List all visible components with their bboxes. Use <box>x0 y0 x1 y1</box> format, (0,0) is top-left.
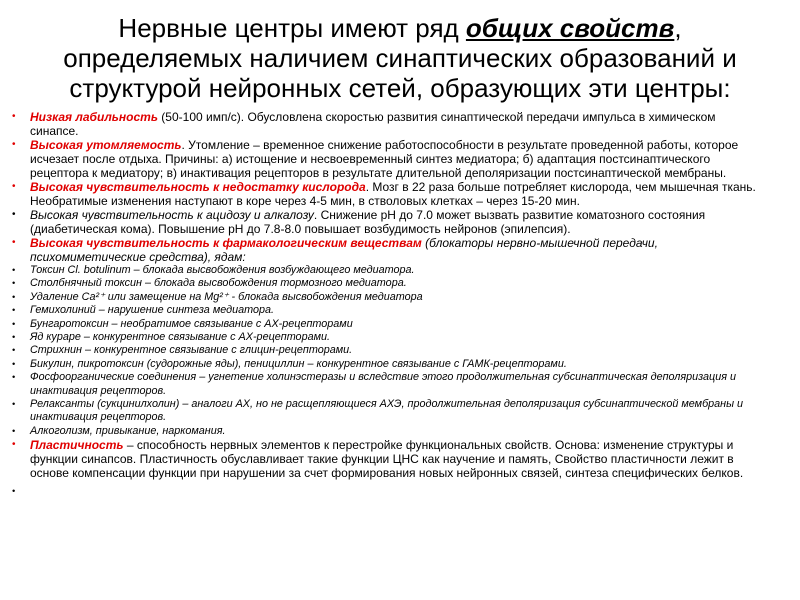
title-line <box>0 13 800 43</box>
body-text: . Утомление – временное снижение работоспособности в результате проведенной работы, которое исчезает после отдыха. Причины: а) истощение и несвоевременный синтез медиатора; б) адаптация постсинаптического рецептора к медиатору; в) инактивация рецепторов в результате длительной деполяризации постсинаптической мембраны. <box>30 138 739 180</box>
body-text: Релаксанты (сукцинилхолин) – аналоги АХ, но не расщепляющиеся АХЭ, продолжительная деполяризация субсинаптической мембраны и инактивация рецепторов. <box>30 398 744 424</box>
bullet-marker: • <box>12 265 16 275</box>
bullet-marker: • <box>12 332 16 343</box>
bullet-text <box>30 304 800 317</box>
bullet-marker: • <box>12 318 16 329</box>
title-text: определяемых наличием синаптических образований и <box>63 43 737 73</box>
body-text: (блокаторы нервно-мышечной передачи, психомиметические средства), ядам: <box>30 236 658 264</box>
bullet-marker: • <box>12 237 16 248</box>
sub-bullet-item <box>0 331 800 344</box>
bullet-list <box>0 110 800 499</box>
sub-bullet-item <box>0 264 800 277</box>
bullet-text <box>30 208 800 236</box>
body-text: Столбнячный токсин – блокада высвобождения тормозного медиатора. <box>30 277 407 290</box>
bullet-item <box>0 180 800 208</box>
bullet-item <box>0 208 800 236</box>
bullet-marker: • <box>12 486 16 497</box>
bullet-text <box>30 138 800 180</box>
bullet-item <box>0 138 800 180</box>
body-text: . Мозг в 22 раза больше потребляет кислорода, чем мышечная ткань. Необратимые изменения наступают в коре через 4-5 мин, в стволовых клетках – через 15-20 мин. <box>30 180 756 208</box>
bullet-marker: • <box>12 345 16 356</box>
body-text: Высокая чувствительность к ацидозу и алкалозу <box>30 208 314 222</box>
bullet-marker: • <box>12 111 16 122</box>
bullet-text <box>30 110 800 138</box>
body-text: Бикулин, пикротоксин (судорожные яды), пенициллин – конкурентное связывание с ГАМК-рецепторами. <box>30 357 567 370</box>
bullet-text <box>30 371 800 398</box>
bullet-marker: • <box>12 278 16 289</box>
sub-bullet-item <box>0 371 800 398</box>
title-emphasis: общих свойств <box>465 13 675 43</box>
lead-phrase: Низкая лабильность <box>30 110 158 124</box>
sub-bullet-item <box>0 485 800 498</box>
bullet-item <box>0 110 800 138</box>
bullet-marker: • <box>12 425 16 436</box>
body-text: Стрихнин – конкурентное связывание с глицин-рецепторами. <box>30 344 353 357</box>
sub-bullet-item <box>0 425 800 438</box>
body-text: Удаление Ca²⁺ или замещение на Mg²⁺ - блокада высвобождения медиатора <box>30 290 423 303</box>
sub-bullet-item <box>0 398 800 425</box>
bullet-text <box>30 318 800 331</box>
sub-bullet-item <box>0 304 800 317</box>
lead-phrase: Высокая чувствительность к фармакологическим веществам <box>30 236 422 250</box>
body-text: Яд кураре – конкурентное связывание с АХ-рецепторами. <box>30 331 330 344</box>
title-line <box>0 73 800 103</box>
sub-bullet-item <box>0 344 800 357</box>
body-text: Бунгаротоксин – необратимое связывание с АХ-рецепторами <box>30 317 353 330</box>
bullet-text <box>30 358 800 371</box>
body-text: – способность нервных элементов к перестройке функциональных свойств. Основа: изменение структуры и функции синапсов. Пластичность обуславливает такие функции ЦНС как научение и память, Свойство пластичности лежит в основе компенсации функции при нарушении за счет формирования новых нейронных связей, синтеза специфических белков. <box>30 438 744 481</box>
sub-bullet-item <box>0 358 800 371</box>
title-text: структурой нейронных сетей, образующих эти центры: <box>69 73 731 103</box>
bullet-text <box>30 264 800 277</box>
bullet-marker: • <box>12 209 16 220</box>
sub-bullet-item <box>0 291 800 304</box>
body-text: . Снижение pH до 7.0 может вызвать развитие коматозного состояния (диабетическая кома). Повышение pH до 7.8-8.0 повышает возбудимость нейронов (эпилепсия). <box>30 208 706 236</box>
bullet-text <box>30 438 800 480</box>
title-text: , <box>674 13 682 43</box>
bullet-text <box>30 344 800 357</box>
sub-bullet-item <box>0 277 800 290</box>
bullet-text <box>30 291 800 304</box>
body-text: Фосфоорганические соединения – угнетение холинэстеразы и вследствие этого продолжительная субсинаптическая деполяризация и инактивация рецепторов. <box>30 371 737 397</box>
lead-phrase: Высокая утомляемость <box>30 138 182 152</box>
title-line <box>0 43 800 73</box>
bullet-item <box>0 438 800 480</box>
slide-title <box>0 0 800 103</box>
bullet-marker: • <box>12 181 16 192</box>
bullet-text <box>30 425 800 438</box>
title-text: Нервные центры имеют ряд <box>118 13 466 43</box>
bullet-text <box>30 331 800 344</box>
body-text: (50-100 имп/с). Обусловлена скоростью развития синаптической передачи импульса в химическом синапсе. <box>30 110 716 138</box>
sub-bullet-item <box>0 318 800 331</box>
bullet-marker: • <box>12 439 16 451</box>
body-text: Токсин Cl. botulinum – блокада высвобождения возбуждающего медиатора. <box>30 264 415 276</box>
bullet-marker: • <box>12 372 16 383</box>
bullet-text <box>30 180 800 208</box>
bullet-marker: • <box>12 358 16 369</box>
lead-phrase: Высокая чувствительность к недостатку кислорода <box>30 180 366 194</box>
lead-phrase: Пластичность <box>30 438 124 453</box>
bullet-marker: • <box>12 139 16 150</box>
bullet-text <box>30 236 800 264</box>
body-text: Алкоголизм, привыкание, наркомания. <box>30 424 226 437</box>
body-text: Гемихолиний – нарушение синтеза медиатора. <box>30 304 274 317</box>
bullet-marker: • <box>12 399 16 410</box>
bullet-marker: • <box>12 291 16 302</box>
bullet-text <box>30 398 800 425</box>
bullet-item <box>0 236 800 264</box>
bullet-marker: • <box>12 305 16 316</box>
bullet-text <box>30 277 800 290</box>
